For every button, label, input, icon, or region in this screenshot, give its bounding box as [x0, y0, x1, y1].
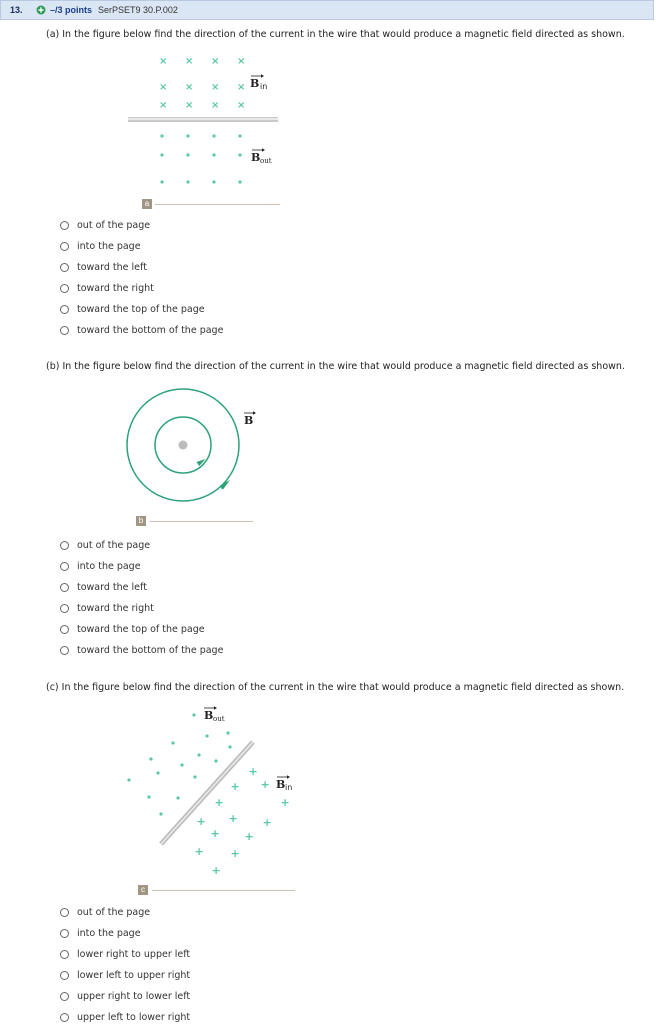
field-in-plus: +	[196, 815, 206, 828]
field-out-dot	[205, 734, 208, 737]
figure-tag-line	[155, 204, 280, 205]
label-b-in	[250, 74, 267, 91]
radio-button[interactable]	[60, 242, 69, 251]
radio-button[interactable]	[60, 263, 69, 272]
option-label[interactable]: lower left to upper right	[77, 969, 191, 981]
option-row[interactable]	[60, 988, 190, 1004]
part-c-prompt: (c) In the figure below find the direction of the current in the wire that would produce a magnetic field directed as shown.	[46, 682, 625, 693]
figure-tag-c: c	[138, 885, 148, 895]
option-label[interactable]: toward the right	[77, 602, 154, 614]
radio-button[interactable]	[60, 541, 69, 550]
option-label[interactable]: out of the page	[77, 219, 151, 231]
option-row[interactable]	[60, 904, 150, 920]
field-in-markers	[159, 56, 245, 111]
field-in-plus: +	[260, 778, 270, 791]
radio-button[interactable]	[60, 971, 69, 980]
field-out-dot	[159, 812, 162, 815]
label-b-out	[251, 148, 272, 165]
label-b-out-sub: out	[260, 157, 272, 165]
radio-button[interactable]	[60, 908, 69, 917]
field-in-plus: +	[248, 765, 258, 778]
radio-button[interactable]	[60, 326, 69, 335]
option-row[interactable]	[60, 238, 141, 254]
field-out-dot	[192, 713, 195, 716]
field-out-dot	[238, 180, 241, 183]
option-label[interactable]: toward the top of the page	[77, 303, 205, 315]
radio-button[interactable]	[60, 625, 69, 634]
field-in-plus: +	[230, 780, 240, 793]
radio-button[interactable]	[60, 305, 69, 314]
figure-tag-line	[152, 890, 295, 891]
field-out-dot	[197, 753, 200, 756]
option-label[interactable]: toward the top of the page	[77, 623, 205, 635]
option-label[interactable]: into the page	[77, 240, 141, 252]
label-b-in-main: B	[276, 778, 286, 791]
field-out-dot	[180, 763, 183, 766]
field-out-dot	[214, 759, 217, 762]
option-row[interactable]	[60, 642, 223, 658]
field-out-dot	[147, 795, 150, 798]
label-b-out	[204, 706, 225, 723]
field-in-plus: +	[194, 845, 204, 858]
radio-button[interactable]	[60, 583, 69, 592]
label-b-out-sub: out	[213, 715, 225, 723]
option-row[interactable]	[60, 217, 150, 233]
label-b-in-sub: in	[260, 82, 268, 91]
radio-button[interactable]	[60, 646, 69, 655]
field-in-cross: ×	[185, 100, 194, 111]
figure-tag-b: b	[136, 516, 146, 526]
label-b-in-sub: in	[285, 783, 293, 792]
points-value: –/3 points	[50, 5, 93, 15]
radio-button[interactable]	[60, 929, 69, 938]
option-row[interactable]	[60, 621, 205, 637]
part-a-prompt: (a) In the figure below find the direction of the current in the wire that would produce a magnetic field directed as shown.	[46, 29, 625, 40]
field-in-cross: ×	[159, 100, 168, 111]
field-in-cross: ×	[159, 82, 168, 93]
problem-code: SerPSET9 30.P.002	[98, 5, 178, 15]
field-out-dot	[186, 180, 189, 183]
field-out-dot	[127, 778, 130, 781]
field-out-dot	[186, 153, 189, 156]
field-out-dot	[238, 153, 241, 156]
option-label[interactable]: into the page	[77, 560, 141, 572]
field-in-cross: ×	[185, 82, 194, 93]
field-out-markers	[160, 134, 241, 183]
option-label[interactable]: out of the page	[77, 906, 151, 918]
option-label[interactable]: out of the page	[77, 539, 151, 551]
field-out-dot	[160, 153, 163, 156]
field-out-dot	[171, 741, 174, 744]
field-out-dot	[156, 771, 159, 774]
radio-button[interactable]	[60, 221, 69, 230]
question-number: 13.	[10, 5, 23, 15]
option-label[interactable]: toward the left	[77, 581, 147, 593]
field-out-dot	[160, 134, 163, 137]
field-in-plus: +	[214, 796, 224, 809]
figure-tag-a: a	[142, 199, 152, 209]
field-in-cross: ×	[211, 100, 220, 111]
option-row[interactable]	[60, 322, 223, 338]
option-label[interactable]: toward the left	[77, 261, 147, 273]
part-b-prompt: (b) In the figure below find the direction of the current in the wire that would produce a magnetic field directed as shown.	[46, 361, 625, 372]
field-out-dot	[226, 731, 229, 734]
label-b-in	[276, 775, 292, 792]
question-header	[0, 0, 654, 20]
radio-button[interactable]	[60, 992, 69, 1001]
field-in-cross: ×	[237, 82, 246, 93]
option-row[interactable]	[60, 946, 190, 962]
field-out-dot	[149, 757, 152, 760]
field-in-plus: +	[210, 827, 220, 840]
field-in-plus: +	[280, 796, 290, 809]
option-row[interactable]	[60, 925, 141, 941]
option-row[interactable]	[60, 1009, 190, 1025]
field-in-plus: +	[230, 847, 240, 860]
figure-c	[115, 700, 305, 880]
figure-tag-line	[150, 521, 253, 522]
field-out-dot	[186, 134, 189, 137]
label-b-out-main: B	[204, 709, 214, 722]
field-in-plus: +	[228, 812, 238, 825]
option-label[interactable]: toward the bottom of the page	[77, 324, 224, 336]
radio-button[interactable]	[60, 1013, 69, 1022]
option-row[interactable]	[60, 558, 141, 574]
option-row[interactable]	[60, 579, 147, 595]
field-in-cross: ×	[211, 56, 220, 67]
field-in-plus: +	[244, 830, 254, 843]
option-row[interactable]	[60, 967, 190, 983]
field-out-dot	[193, 775, 196, 778]
option-row[interactable]	[60, 600, 154, 616]
field-out-dot	[212, 180, 215, 183]
option-label[interactable]: toward the bottom of the page	[77, 644, 224, 656]
wire-dot	[179, 441, 188, 450]
radio-button[interactable]	[60, 950, 69, 959]
field-in-cross: ×	[211, 82, 220, 93]
option-row[interactable]	[60, 301, 205, 317]
field-out-dot	[238, 134, 241, 137]
field-out-dot	[176, 796, 179, 799]
option-row[interactable]	[60, 537, 150, 553]
option-label[interactable]: toward the right	[77, 282, 154, 294]
field-out-dot	[228, 745, 231, 748]
field-out-dot	[212, 134, 215, 137]
radio-button[interactable]	[60, 284, 69, 293]
field-out-dot	[212, 153, 215, 156]
field-in-plus: +	[211, 864, 221, 877]
option-label[interactable]: into the page	[77, 927, 141, 939]
field-in-cross: ×	[237, 100, 246, 111]
label-b-in-main: B	[250, 77, 260, 90]
option-label[interactable]: upper left to lower right	[77, 1011, 191, 1023]
field-out-dot	[160, 180, 163, 183]
option-label[interactable]: upper right to lower left	[77, 990, 191, 1002]
figure-b	[120, 380, 270, 515]
field-in-cross: ×	[237, 56, 246, 67]
option-row[interactable]	[60, 280, 154, 296]
option-row[interactable]	[60, 259, 147, 275]
label-b-main: B	[244, 414, 254, 427]
radio-button[interactable]	[60, 562, 69, 571]
option-label[interactable]: lower right to upper left	[77, 948, 191, 960]
plus-circle-icon[interactable]	[36, 5, 46, 15]
label-b	[244, 411, 256, 427]
radio-button[interactable]	[60, 604, 69, 613]
field-in-plus: +	[262, 816, 272, 829]
field-in-cross: ×	[159, 56, 168, 67]
figure-a	[120, 48, 290, 213]
field-in-cross: ×	[185, 56, 194, 67]
label-b-out-main: B	[251, 151, 261, 164]
